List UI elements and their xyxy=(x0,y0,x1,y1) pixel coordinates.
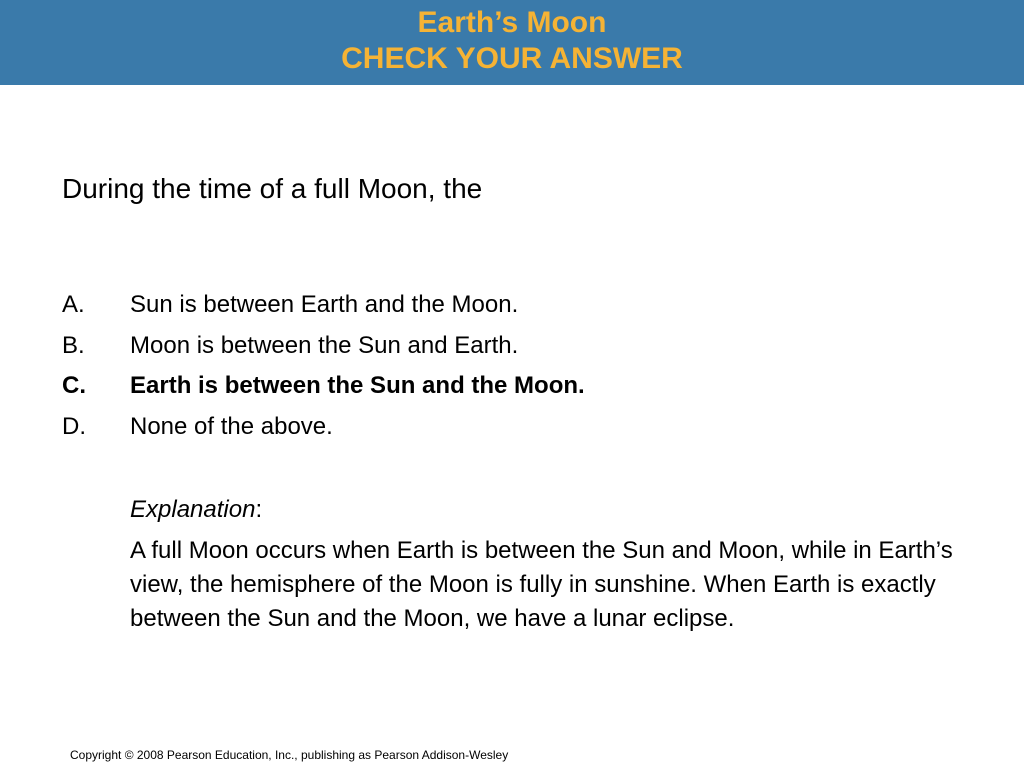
slide-subtitle: CHECK YOUR ANSWER xyxy=(341,42,683,75)
explanation-label: Explanation xyxy=(130,496,256,523)
option-a xyxy=(62,287,585,328)
option-letter: C. xyxy=(62,372,86,399)
option-letter: A. xyxy=(62,291,85,318)
explanation-body: A full Moon occurs when Earth is between the Sun and Moon, while in Earth’s view, the hemisphere of the Moon is fully in sunshine. When Earth is exactly between the Sun and the Moon, we have a lunar eclipse. xyxy=(130,537,953,632)
slide-header xyxy=(0,0,1024,85)
option-text: Earth is between the Sun and the Moon. xyxy=(130,372,585,399)
option-b xyxy=(62,328,585,369)
explanation-label-colon: : xyxy=(255,496,263,523)
option-text: Moon is between the Sun and Earth. xyxy=(130,331,519,359)
option-c-correct-answer xyxy=(62,368,585,409)
option-letter: B. xyxy=(62,331,85,359)
question-text: During the time of a full Moon, the xyxy=(62,173,483,204)
option-text: Sun is between Earth and the Moon. xyxy=(130,291,519,318)
explanation-section xyxy=(130,493,980,636)
option-letter: D. xyxy=(62,412,86,440)
option-text: None of the above. xyxy=(130,412,333,440)
slide-title: Earth’s Moon xyxy=(417,6,607,39)
answer-options xyxy=(62,287,585,449)
option-d xyxy=(62,409,585,450)
copyright-footer: Copyright © 2008 Pearson Education, Inc., publishing as Pearson Addison-Wesley xyxy=(70,748,509,762)
explanation-heading xyxy=(130,493,980,527)
